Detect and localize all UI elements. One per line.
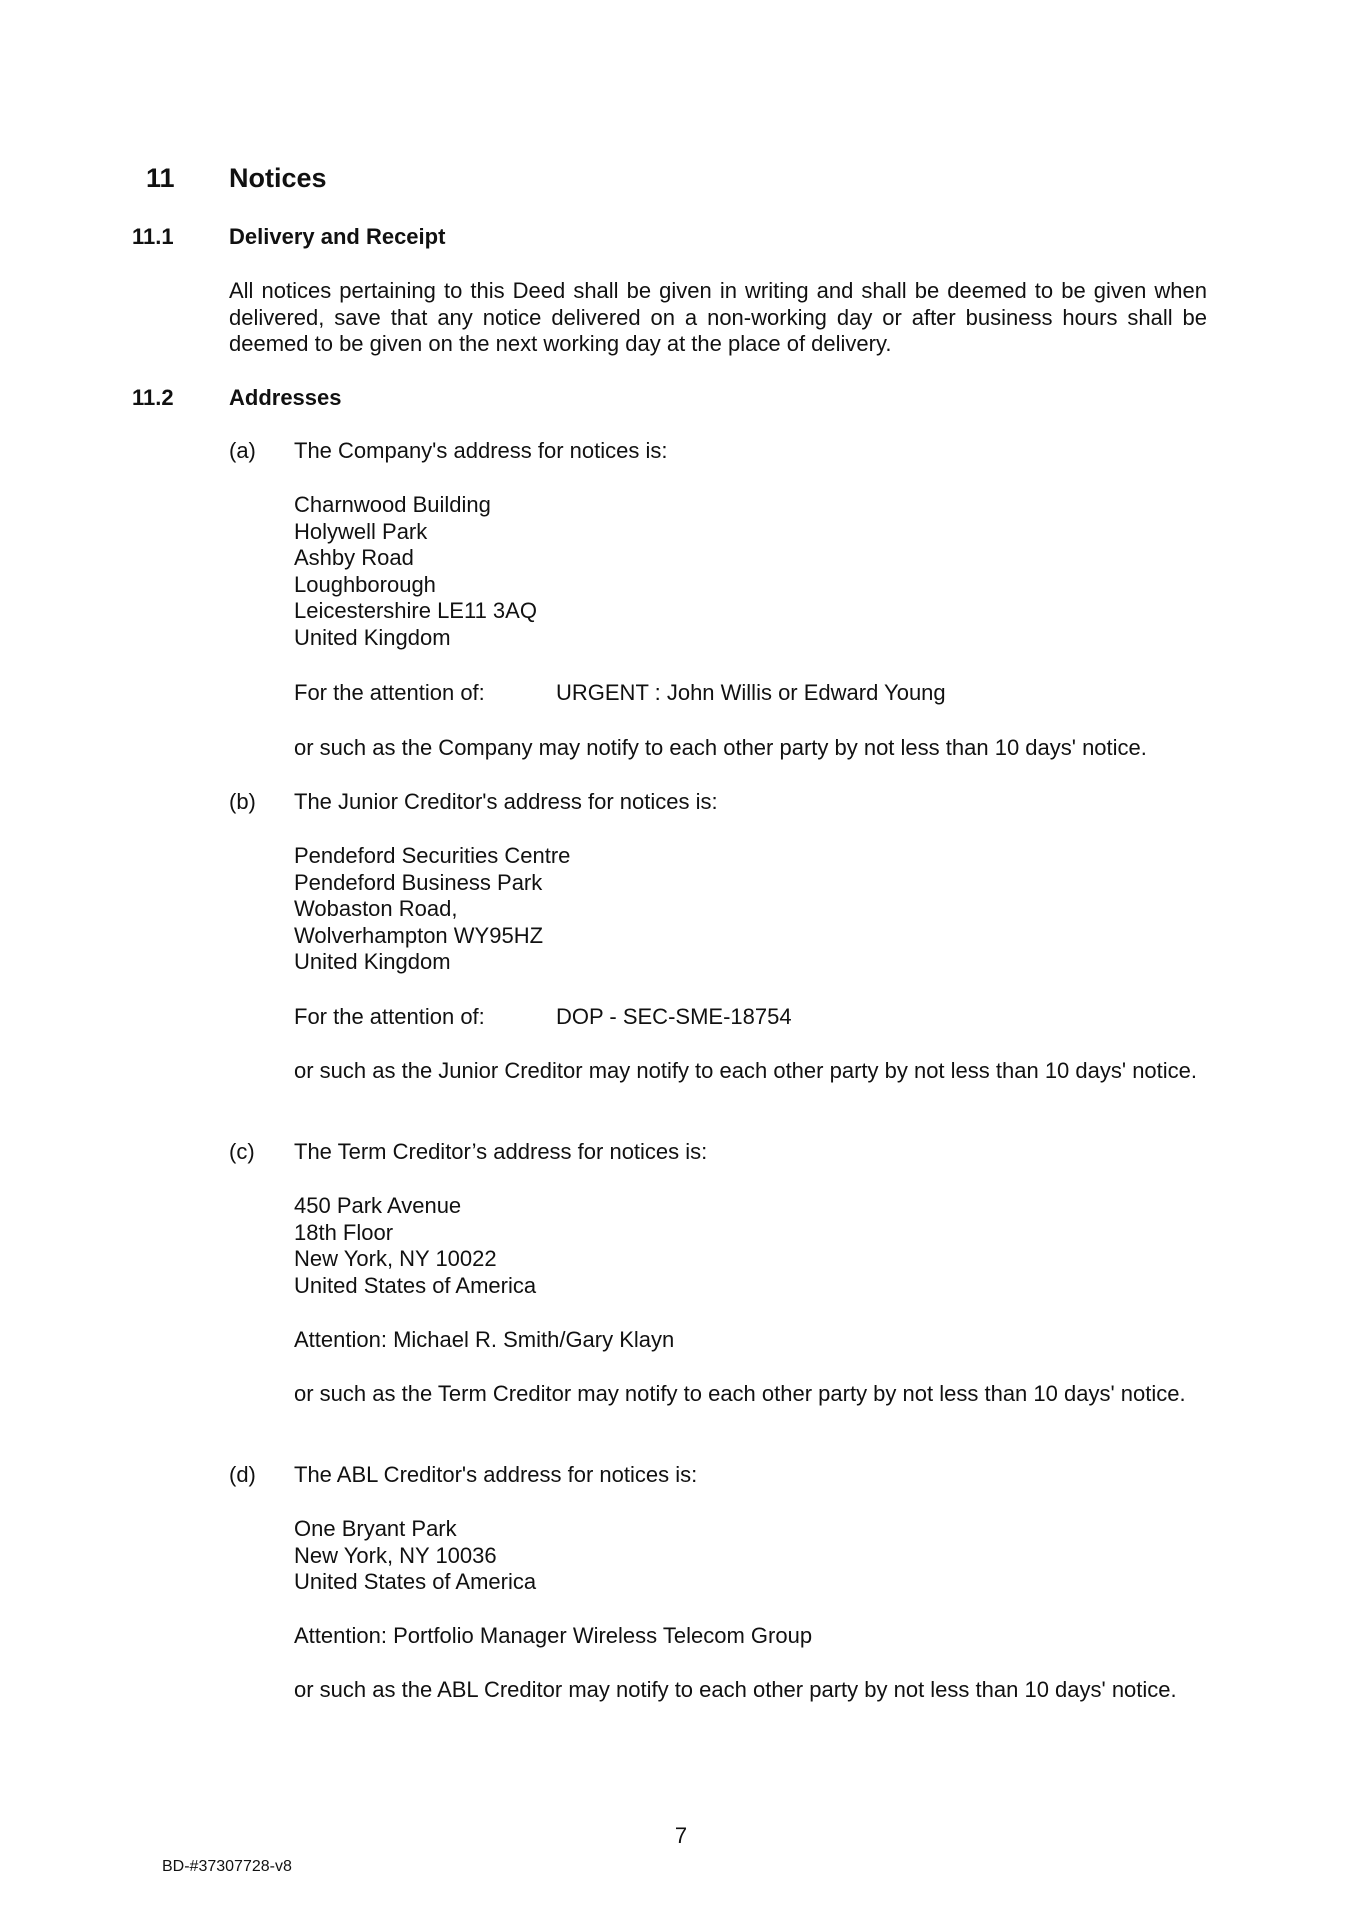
item-marker-b: (b) xyxy=(229,789,256,814)
term-creditor-intro: The Term Creditor’s address for notices is: xyxy=(294,1139,708,1164)
abl-creditor-intro: The ABL Creditor's address for notices is: xyxy=(294,1462,698,1487)
item-marker-a: (a) xyxy=(229,438,256,463)
address-line: United Kingdom xyxy=(294,624,451,650)
item-marker-c: (c) xyxy=(229,1139,255,1164)
abl-creditor-address xyxy=(294,1516,536,1596)
attention-label: For the attention of: xyxy=(294,1004,485,1029)
term-creditor-attention: Attention: Michael R. Smith/Gary Klayn xyxy=(294,1327,675,1352)
attention-label: For the attention of: xyxy=(294,680,485,705)
address-line: Wolverhampton WY95HZ xyxy=(294,922,544,948)
term-creditor-address xyxy=(294,1193,536,1299)
address-line: Holywell Park xyxy=(294,518,428,544)
document-reference: BD-#37307728-v8 xyxy=(162,1858,292,1875)
attention-value: URGENT : John Willis or Edward Young xyxy=(556,680,946,705)
address-line: United States of America xyxy=(294,1569,537,1594)
junior-creditor-closing: or such as the Junior Creditor may notify to each other party by not less than 10 days' notice. xyxy=(294,1058,1198,1083)
junior-creditor-intro: The Junior Creditor's address for notices is: xyxy=(294,789,718,814)
address-line: Loughborough xyxy=(294,571,436,597)
term-creditor-closing: or such as the Term Creditor may notify to each other party by not less than 10 days' notice. xyxy=(294,1381,1186,1406)
item-marker-d: (d) xyxy=(229,1462,256,1487)
subsection-number: 11.2 xyxy=(132,385,174,410)
address-line: New York, NY 10022 xyxy=(294,1246,497,1271)
company-closing: or such as the Company may notify to each other party by not less than 10 days' notice. xyxy=(294,735,1147,760)
address-line: 450 Park Avenue xyxy=(294,1193,462,1218)
abl-creditor-closing: or such as the ABL Creditor may notify to each other party by not less than 10 days' notice. xyxy=(294,1677,1177,1702)
abl-creditor-attention: Attention: Portfolio Manager Wireless Telecom Group xyxy=(294,1623,813,1648)
delivery-paragraph: All notices pertaining to this Deed shall be given in writing and shall be deemed to be given when delivered, save that any notice delivered on a non-working day or after business hours shall be deemed to be given on the next working day at the place of delivery. xyxy=(229,278,1207,356)
address-line: One Bryant Park xyxy=(294,1516,457,1541)
address-line: Pendeford Business Park xyxy=(294,869,543,895)
address-line: 18th Floor xyxy=(294,1219,394,1245)
address-line: Pendeford Securities Centre xyxy=(294,843,571,868)
address-line: Ashby Road xyxy=(294,545,414,570)
page-number: 7 xyxy=(674,1823,688,1848)
address-line: New York, NY 10036 xyxy=(294,1542,497,1568)
address-line: United Kingdom xyxy=(294,949,451,974)
attention-value: DOP - SEC-SME-18754 xyxy=(556,1004,792,1029)
section-title: Notices xyxy=(229,163,327,193)
address-line: Wobaston Road, xyxy=(294,896,458,921)
address-line: Charnwood Building xyxy=(294,492,491,517)
subsection-title: Delivery and Receipt xyxy=(229,224,446,249)
subsection-number: 11.1 xyxy=(132,224,174,249)
address-line: United States of America xyxy=(294,1272,537,1298)
company-intro: The Company's address for notices is: xyxy=(294,438,668,463)
subsection-title: Addresses xyxy=(229,385,342,410)
company-address xyxy=(294,492,537,651)
section-number: 11 xyxy=(146,163,175,193)
address-line: Leicestershire LE11 3AQ xyxy=(294,598,537,623)
junior-creditor-address xyxy=(294,843,570,976)
